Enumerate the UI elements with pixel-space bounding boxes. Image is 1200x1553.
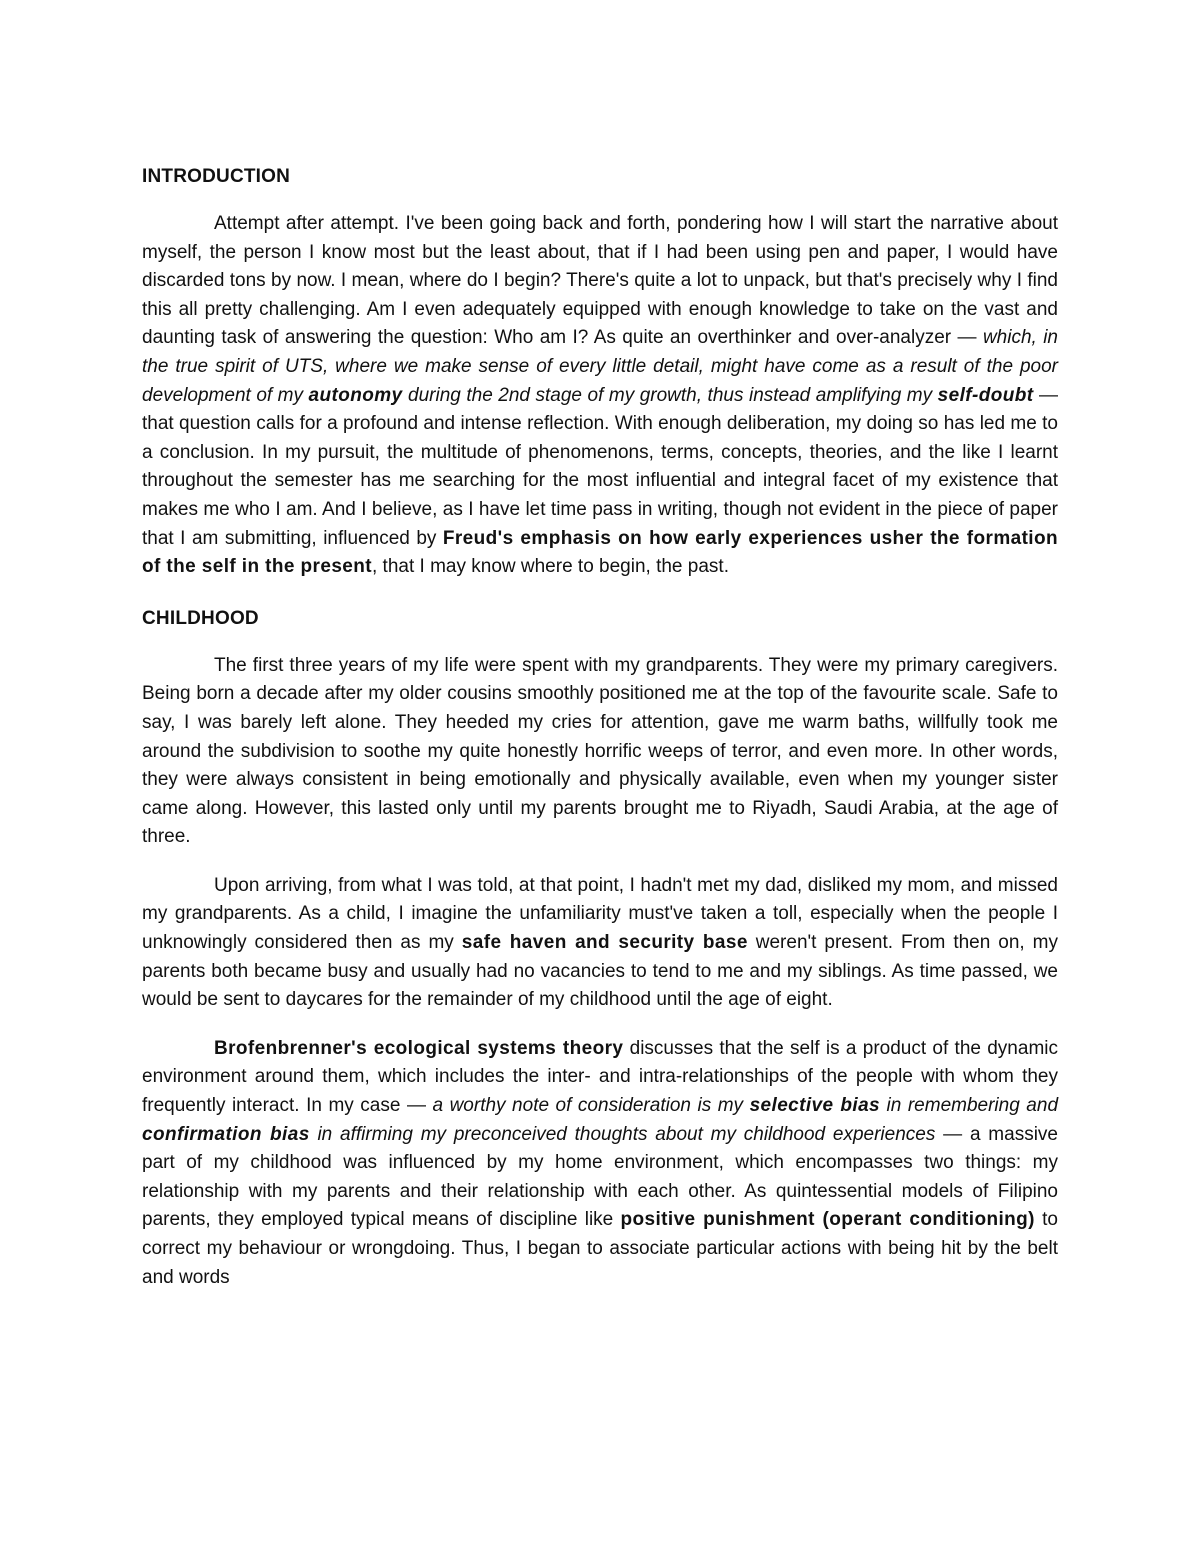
childhood-term-selective-bias: selective bias	[749, 1095, 881, 1117]
intro-italic-1: which, in the true spirit of UTS, where we make sense of every little detail, might have come as a result of the poor development of my autonomy during the 2nd stage of my growth, thus instead amplifying my self-doubt	[142, 327, 1058, 406]
introduction-heading: INTRODUCTION	[142, 166, 291, 187]
childhood-paragraph-2: Upon arriving, from what I was told, at that point, I hadn't met my dad, disliked my mom, and missed my grandparents. As a child, I imagine the unfamiliarity must've taken a toll, especially when the people I unknowingly considered then as my safe haven and security base weren't present. From then on, my parents both became busy and usually had no vacancies to tend to me and my siblings. As time passed, we would be sent to daycares for the remainder of my childhood until the age of eight.	[142, 874, 1059, 1011]
introduction-paragraph	[142, 210, 1058, 582]
childhood-italic-note: a worthy note of consideration is my selective bias in remembering and confirmation bias in affirming my preconceived thoughts about my childhood experiences	[142, 1095, 1059, 1145]
childhood-term-confirmation-bias: confirmation bias	[142, 1123, 310, 1145]
childhood-paragraph-1: The first three years of my life were spent with my grandparents. They were my primary caregivers. Being born a decade after my older cousins smoothly positioned me at the top of the favourite scale. Safe to say, I was barely left alone. They heeded my cries for attention, gave me warm baths, willfully took me around the subdivision to soothe my quite honestly horrific weeps of terror, and even more. In other words, they were always consistent in being emotionally and physically available, even when my younger sister came along. However, this lasted only until my parents brought me to Riyadh, Saudi Arabia, at the age of three.	[142, 654, 1058, 848]
intro-term-self-doubt: self-doubt	[937, 384, 1034, 406]
intro-text-1: Attempt after attempt. I've been going back and forth, pondering how I will start the narrative about myself, the person I know most but the least about, that if I had been using pen and paper, I would have discarded tons by now. I mean, where do I begin? There's quite a lot to unpack, but that's precisely why I find this all pretty challenging. Am I even adequately equipped with enough knowledge to take on the vast and daunting task of answering the question: Who am I? As quite an overthinker and over-analyzer —	[142, 213, 1058, 349]
intro-text-2: — that question calls for a profound and intense reflection. With enough deliberation, my doing so has led me to a conclusion. In my pursuit, the multitude of phenomenons, terms, concepts, theories, and the like I learnt throughout the semester has me searching for the most influential and integral facet of my existence that makes me who I am. And I believe, as I have let time pass in writing, though not evident in the piece of paper that I am submitting, influenced by	[142, 384, 1059, 549]
childhood-paragraph-3: Brofenbrenner's ecological systems theory discusses that the self is a product of the dynamic environment around them, which includes the inter- and intra-relationships of the people with whom they frequently interact. In my case — a worthy note of consideration is my selective bias in remembering and confirmation bias in affirming my preconceived thoughts about my childhood experiences — a massive part of my childhood was influenced by my home environment, which encompasses two things: my relationship with my parents and their relationship with each other. As quintessential models of Filipino parents, they employed typical means of discipline like positive punishment (operant conditioning) to correct my behaviour or wrongdoing. Thus, I began to associate particular actions with being hit by the belt and words	[142, 1037, 1059, 1288]
childhood-heading: CHILDHOOD	[142, 607, 259, 629]
intro-term-freud: Freud's emphasis on how early experiences usher the formation of the self in the present	[142, 527, 1058, 578]
childhood-term-safe-haven: safe haven and security base	[461, 932, 748, 954]
document-body	[142, 160, 1058, 1292]
intro-term-autonomy: autonomy	[308, 384, 403, 406]
childhood-term-brofenbrenner: Brofenbrenner's ecological systems theory	[214, 1037, 624, 1059]
intro-text-3: , that I may know where to begin, the past.	[372, 556, 729, 578]
childhood-term-positive-punishment: positive punishment (operant conditioning)	[620, 1209, 1035, 1231]
